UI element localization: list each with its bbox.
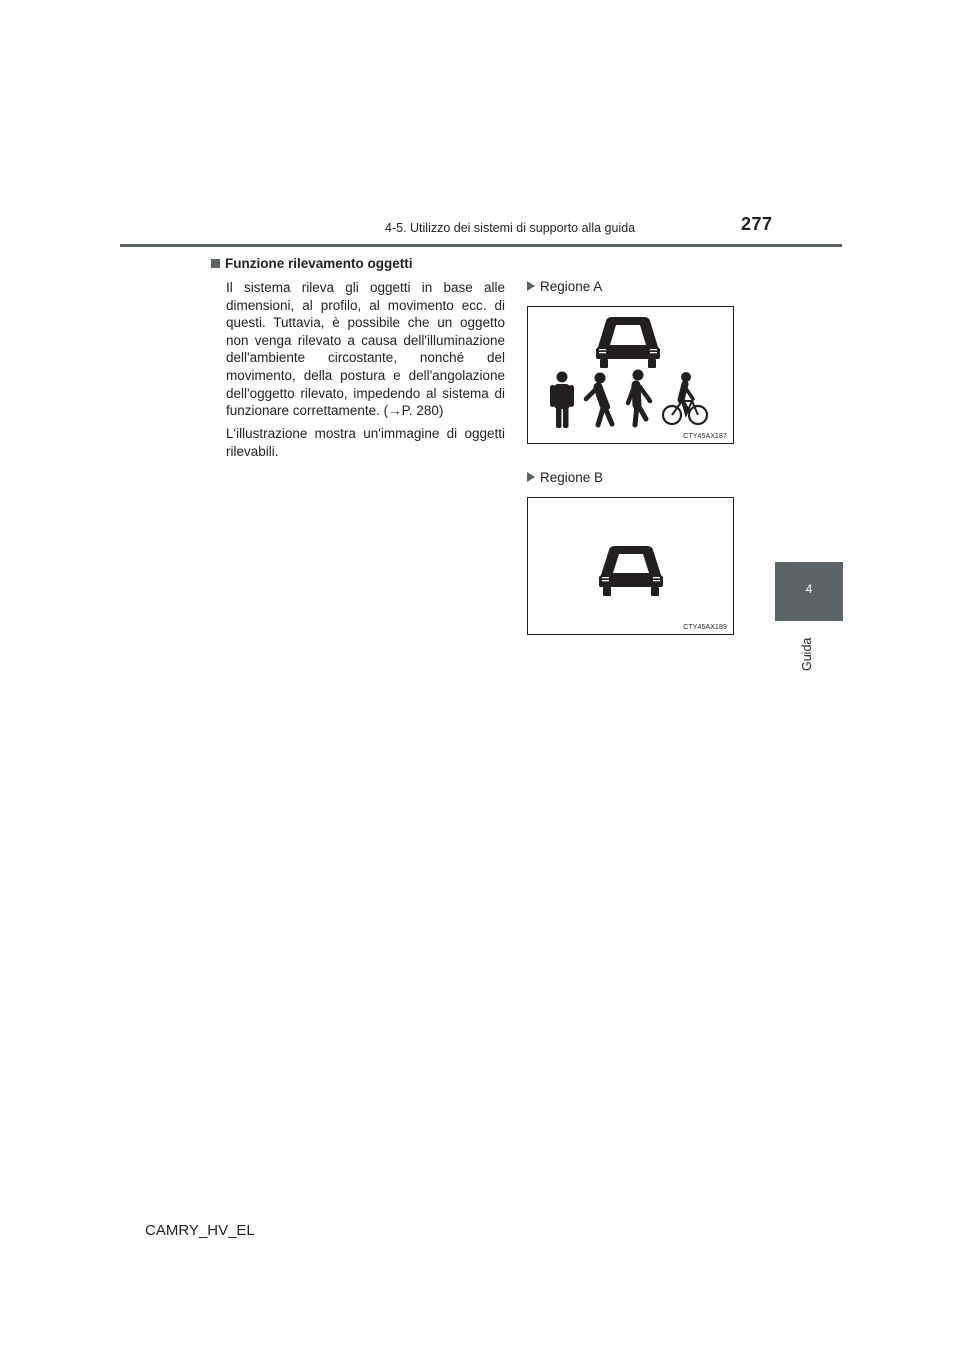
footer-model-code: CAMRY_HV_EL: [145, 1222, 255, 1239]
region-b-heading: [527, 470, 603, 485]
section-title-text: Funzione rilevamento oggetti: [225, 256, 413, 271]
standing-person-icon: [550, 372, 574, 429]
section-heading: [211, 256, 413, 271]
triangle-bullet-icon: [527, 281, 535, 291]
chapter-tab: [775, 562, 843, 621]
region-b-illustration: [528, 498, 733, 634]
figure-code-b: CTY45AX189: [683, 624, 727, 631]
region-a-illustration: [528, 307, 733, 443]
page-number: 277: [741, 214, 773, 234]
car-icon: [599, 546, 663, 596]
chapter-label-text: Guida: [800, 637, 814, 671]
square-bullet-icon: [211, 259, 220, 268]
walking-person-2-icon: [628, 370, 650, 426]
body-paragraph-2: L'illustrazione mostra un'immagine di oggetti rilevabili.: [226, 426, 505, 459]
chapter-label: [800, 627, 816, 677]
region-b-figure: [527, 497, 734, 635]
chapter-number: 4: [805, 582, 813, 596]
car-icon: [596, 317, 660, 368]
region-a-figure: [527, 306, 734, 444]
region-b-label: Regione B: [540, 470, 604, 485]
walking-person-icon: [586, 373, 612, 426]
region-a-heading: [527, 279, 602, 294]
running-header-section: 4-5. Utilizzo dei sistemi di supporto alla guida: [385, 221, 636, 235]
body-paragraph-1: Il sistema rileva gli oggetti in base alle dimensioni, al profilo, al movimento ecc. di questi. Tuttavia, è possibile che un oggetto non venga rilevato a causa dell'illuminazione dell'ambiente circostante, nonché del movimento, della postura e dell'angolazione dell'oggetto rilevato, impedendo al sistema di funzionare correttamente. (→P. 280): [226, 280, 505, 419]
header-divider: [120, 244, 842, 247]
triangle-bullet-icon: [527, 472, 535, 482]
cyclist-icon: [663, 372, 707, 424]
figure-code-a: CTY45AX187: [683, 433, 727, 440]
region-a-label: Regione A: [540, 279, 603, 294]
